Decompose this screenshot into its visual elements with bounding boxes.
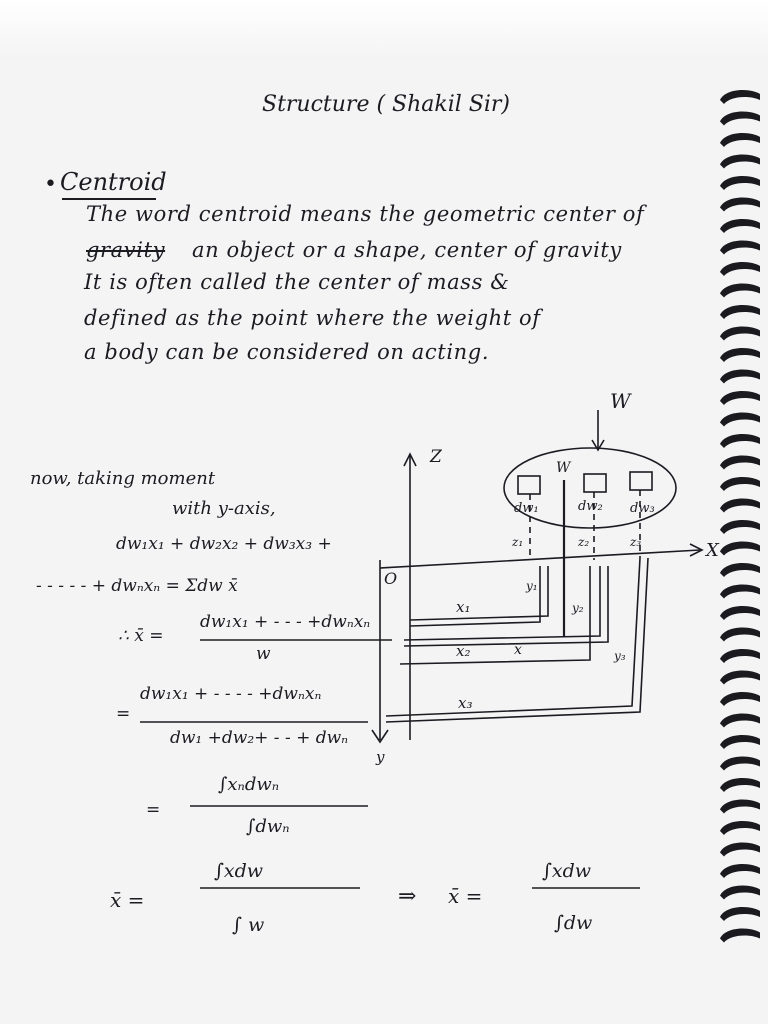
derivation-intro-1: now, taking moment bbox=[30, 468, 216, 489]
element-box-2 bbox=[584, 474, 606, 492]
equation-5-denominator: ∫ w bbox=[232, 914, 265, 936]
equation-6-lhs: x̄ = bbox=[448, 884, 483, 908]
y-mark-3: y₃ bbox=[614, 649, 626, 663]
path-xbar bbox=[400, 566, 590, 664]
equation-3-equals: = bbox=[116, 704, 131, 724]
element-label-2: dw₂ bbox=[578, 499, 603, 514]
z-axis-label: Z bbox=[430, 447, 442, 467]
equation-6-denominator: ∫dw bbox=[554, 912, 593, 934]
equation-3-numerator: dw₁x₁ + - - - - +dwₙxₙ bbox=[140, 684, 322, 704]
equation-1-line-2: - - - - - + dwₙxₙ = Σdw x̄ bbox=[36, 576, 238, 596]
paragraph-line-5: a body can be considered on acting. bbox=[84, 340, 490, 364]
x-mark-3: x₃ bbox=[458, 694, 473, 712]
equation-4-denominator: ∫dwₙ bbox=[246, 816, 290, 837]
element-label-3: dw₃ bbox=[630, 501, 655, 516]
element-box-3 bbox=[630, 472, 652, 490]
z-mark-3: z₃ bbox=[630, 535, 642, 549]
element-box-1 bbox=[518, 476, 540, 494]
equation-5-lhs: x̄ = bbox=[110, 888, 145, 912]
element-label-1: dw₁ bbox=[514, 501, 539, 516]
equation-6-numerator: ∫xdw bbox=[542, 860, 592, 882]
y-mark-2: y₂ bbox=[572, 601, 584, 615]
x-mark-1: x₁ bbox=[456, 598, 471, 616]
bullet-point: • bbox=[44, 172, 57, 197]
paragraph-line-2: an object or a shape, center of gravity bbox=[192, 238, 622, 262]
paragraph-line-1: The word centroid means the geometric center of bbox=[86, 202, 645, 226]
equation-5-numerator: ∫xdw bbox=[214, 860, 264, 882]
struck-word-text: gravity bbox=[86, 238, 166, 262]
page-title: Structure ( Shakil Sir) bbox=[262, 92, 510, 117]
origin-label: O bbox=[384, 569, 398, 588]
equation-3-denominator: dw₁ +dw₂+ - - + dwₙ bbox=[170, 728, 349, 748]
implies-arrow: ⇒ bbox=[398, 884, 417, 909]
resultant-label: W bbox=[556, 460, 571, 476]
equation-2-denominator: w bbox=[256, 644, 271, 664]
paragraph-line-3: It is often called the center of mass & bbox=[84, 270, 510, 294]
x-axis-label: X bbox=[706, 540, 719, 561]
x-mark-2: x₂ bbox=[456, 642, 471, 660]
y-mark-1: y₁ bbox=[526, 579, 538, 593]
equation-2-lhs: ∴ x̄ = bbox=[118, 626, 164, 646]
z-mark-2: z₂ bbox=[578, 535, 590, 549]
x-axis-line bbox=[380, 550, 700, 568]
equation-1-line-1: dw₁x₁ + dw₂x₂ + dw₃x₃ + bbox=[116, 534, 332, 554]
xbar-mark: x̄ bbox=[514, 642, 522, 658]
section-heading: Centroid bbox=[60, 168, 167, 196]
y-axis-label: y bbox=[376, 748, 385, 766]
derivation-intro-2: with y-axis, bbox=[172, 498, 276, 519]
z-mark-1: z₁ bbox=[512, 535, 524, 549]
equation-2-numerator: dw₁x₁ + - - - +dwₙxₙ bbox=[200, 612, 371, 632]
paragraph-line-4: defined as the point where the weight of bbox=[84, 306, 541, 330]
path-element-2 bbox=[404, 566, 600, 640]
path-element-1 bbox=[410, 566, 548, 620]
equation-4-equals: = bbox=[146, 800, 161, 820]
equation-4-numerator: ∫xₙdwₙ bbox=[218, 774, 280, 795]
load-label: W bbox=[610, 389, 631, 413]
